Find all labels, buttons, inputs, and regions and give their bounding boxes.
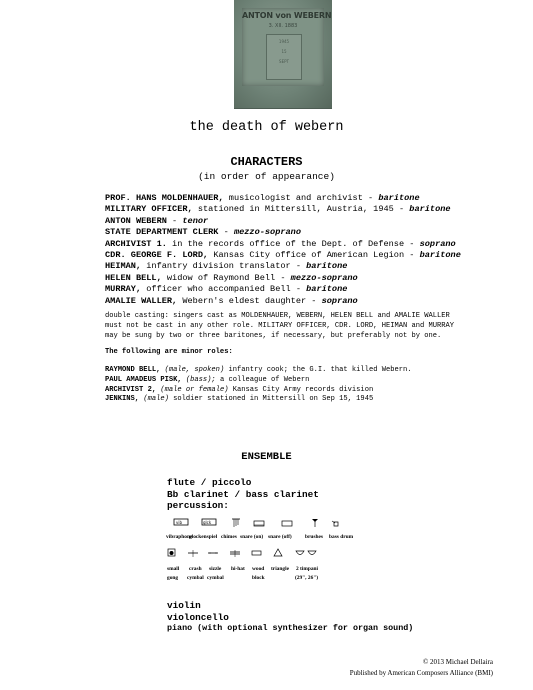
- cast-name: MILITARY OFFICER,: [105, 204, 193, 215]
- inset-line: 15: [281, 49, 287, 54]
- instrument-line: violin: [167, 600, 201, 611]
- minor-role-desc: Kansas City Army records division: [228, 385, 374, 394]
- order-note: (in order of appearance): [198, 171, 335, 182]
- note-line: may be sung by two or three baritones, if necessary, but preferably not by one.: [105, 332, 442, 340]
- perc-label-bottom: gong: [167, 575, 179, 581]
- perc-label-bottom: (29", 26"): [295, 575, 319, 581]
- percussion-icons-row1: [172, 516, 372, 532]
- perc-label: chimes: [221, 534, 237, 540]
- instrument-line: violoncello: [167, 611, 229, 623]
- cast-row: [105, 193, 461, 204]
- winds-list: [167, 477, 319, 512]
- cast-name: MURRAY,: [105, 284, 142, 295]
- cast-row: [105, 216, 461, 227]
- cast-voice: mezzo-soprano: [290, 272, 358, 283]
- perc-label-top: triangle: [271, 566, 289, 572]
- minor-role-qual: (male): [139, 395, 169, 404]
- characters-heading: CHARACTERS: [230, 155, 303, 169]
- minor-role-name: JENKINS,: [105, 395, 140, 404]
- cast-desc: -: [166, 215, 183, 226]
- perc-label-top: hi-hat: [231, 566, 245, 572]
- gravestone-name: ANTON von WEBERN: [242, 11, 332, 20]
- perc-label-top: wood: [252, 566, 265, 572]
- cast-row: [105, 239, 461, 250]
- cast-voice: tenor: [182, 215, 209, 226]
- note-line: must not be cast in any other role. MILITARY OFFICER, CDR. LORD, HEIMAN and MURRAY: [105, 322, 455, 330]
- minor-role-name: ARCHIVIST 2,: [105, 385, 157, 394]
- hi-hat-icon: [230, 550, 240, 557]
- snare-off-icon: [282, 521, 292, 526]
- instrument-line: piano (with optional synthesizer for organ sound): [167, 623, 414, 634]
- cast-desc: -: [218, 227, 234, 238]
- chimes-icon: [232, 519, 240, 527]
- perc-label: vibraphone: [166, 534, 193, 540]
- svg-text:vib: vib: [176, 520, 183, 525]
- minor-roles-heading: The following are minor roles:: [105, 348, 233, 356]
- perc-label-bottom: block: [252, 575, 265, 581]
- strings-list: [167, 600, 413, 635]
- cast-row: [105, 284, 461, 295]
- triangle-icon: [274, 549, 282, 556]
- cast-name: ANTON WEBERN: [105, 215, 167, 226]
- cast-name: HELEN BELL,: [105, 272, 162, 283]
- minor-role-desc: a colleague of Webern: [215, 375, 310, 384]
- perc-label: snare (on): [240, 534, 264, 540]
- snare-on-icon: [254, 521, 264, 526]
- cast-name: PROF. HANS MOLDENHAUER,: [105, 193, 224, 203]
- gravestone-dates: 3. XII. 1883: [268, 23, 298, 29]
- cast-name: STATE DEPARTMENT CLERK: [105, 227, 219, 238]
- brushes-icon: [312, 519, 318, 527]
- minor-role-row: [105, 386, 412, 396]
- cast-desc: stationed in Mittersill, Austria, 1945 -: [192, 204, 410, 215]
- note-line: double casting: singers cast as MOLDENHAUER, WEBERN, HELEN BELL and AMALIE WALLER: [105, 312, 450, 320]
- ensemble-heading: ENSEMBLE: [241, 451, 292, 463]
- inset-line: 1945: [278, 39, 290, 44]
- minor-role-row: [105, 376, 412, 386]
- perc-label: brushes: [305, 534, 323, 540]
- minor-role-qual: (bass);: [181, 375, 216, 384]
- percussion-icons-row2: [166, 548, 346, 564]
- vibraphone-icon: [174, 519, 188, 525]
- inset-line: SEPT: [279, 59, 289, 64]
- cast-row: [105, 296, 461, 307]
- perc-label-top: sizzle: [209, 566, 222, 572]
- perc-label-bottom: cymbal: [207, 575, 224, 581]
- minor-roles-list: [105, 366, 412, 405]
- minor-role-row: [105, 366, 412, 376]
- instrument-line: Bb clarinet / bass clarinet: [167, 488, 319, 500]
- perc-label-top: small: [167, 566, 180, 572]
- minor-role-qual: (male, spoken): [160, 366, 225, 374]
- cast-desc: Kansas City office of American Legion -: [208, 250, 420, 261]
- cast-name: HEIMAN,: [105, 261, 142, 272]
- page-title: the death of webern: [189, 120, 344, 135]
- perc-label: snare (off): [268, 534, 292, 540]
- bass-drum-icon: [332, 521, 338, 526]
- cast-row: [105, 204, 461, 215]
- cast-name: AMALIE WALLER,: [105, 295, 178, 306]
- minor-role-name: RAYMOND BELL,: [105, 366, 161, 374]
- cast-voice: baritone: [306, 261, 348, 272]
- cast-voice: soprano: [419, 238, 456, 249]
- publisher-notice: Published by American Composers Alliance (BMI): [349, 669, 493, 677]
- minor-role-desc: soldier stationed in Mittersill on Sep 15, 1945: [168, 395, 374, 404]
- timpani-icon: [296, 551, 316, 555]
- small-gong-icon: [168, 549, 175, 556]
- gravestone-photo: [234, 0, 332, 109]
- cast-row: [105, 273, 461, 284]
- perc-label: bass drum: [329, 534, 354, 540]
- perc-label-top: 2 timpani: [296, 566, 319, 572]
- cast-voice: soprano: [321, 295, 358, 306]
- cast-list: [105, 193, 461, 307]
- cast-voice: baritone: [306, 284, 348, 295]
- cast-name: CDR. GEORGE F. LORD,: [105, 250, 209, 261]
- gravestone-plate: [242, 8, 332, 86]
- instrument-line: flute / piccolo: [167, 477, 252, 488]
- cast-row: [105, 261, 461, 272]
- cast-voice: baritone: [378, 193, 420, 203]
- cast-desc: widow of Raymond Bell -: [161, 272, 291, 283]
- minor-role-name: PAUL AMADEUS PISK,: [105, 375, 182, 384]
- minor-role-qual: (male or female): [156, 385, 229, 394]
- perc-label-bottom: cymbal: [187, 575, 204, 581]
- instrument-line: percussion:: [167, 500, 229, 512]
- crash-cymbal-icon: [188, 550, 198, 557]
- gravestone-inset: [266, 34, 302, 80]
- copyright-notice: © 2013 Michael Dellaira: [422, 658, 493, 666]
- perc-label-top: crash: [189, 566, 202, 572]
- cast-voice: baritone: [409, 204, 451, 215]
- cast-desc: musicologist and archivist -: [223, 193, 379, 203]
- glockenspiel-icon: [202, 519, 216, 525]
- minor-role-row: [105, 395, 412, 405]
- cast-desc: Webern's eldest daughter -: [177, 295, 322, 306]
- cast-voice: mezzo-soprano: [233, 227, 301, 238]
- sizzle-cymbal-icon: [208, 552, 218, 553]
- minor-role-desc: infantry cook; the G.I. that killed Webern.: [224, 366, 412, 374]
- double-casting-note: [105, 311, 454, 341]
- cast-row: [105, 227, 461, 238]
- cast-name: ARCHIVIST 1.: [105, 238, 167, 249]
- cast-row: [105, 250, 461, 261]
- wood-block-icon: [252, 551, 261, 555]
- perc-label: glockenspiel: [189, 534, 218, 540]
- cast-desc: officer who accompanied Bell -: [141, 284, 307, 295]
- cast-voice: baritone: [419, 250, 461, 261]
- svg-text:glck: glck: [203, 520, 212, 525]
- cast-desc: infantry division translator -: [141, 261, 307, 272]
- cast-desc: in the records office of the Dept. of Defense -: [166, 238, 420, 249]
